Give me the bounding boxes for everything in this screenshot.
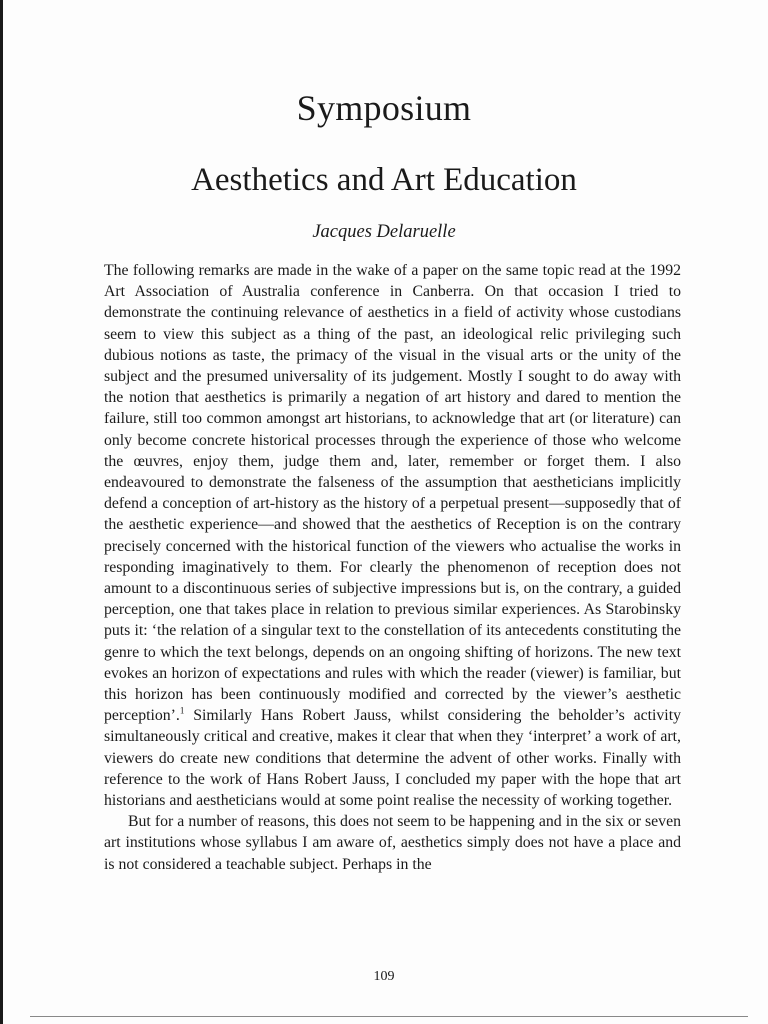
scan-bottom-edge bbox=[30, 1016, 748, 1017]
body-paragraph bbox=[104, 260, 681, 811]
section-title: Symposium bbox=[296, 88, 472, 128]
body-paragraph: But for a number of reasons, this does not seem to be happening and in the six or seven art institutions whose syllabus I am aware of, aesthetics simply does not have a place and is not considered a teachable subject. Perhaps in the bbox=[104, 813, 681, 873]
page-number: 109 bbox=[373, 969, 395, 984]
article-body bbox=[104, 260, 681, 875]
author-name: Jacques Delaruelle bbox=[312, 222, 456, 242]
scan-edge bbox=[0, 0, 3, 1024]
paragraph-text: Similarly Hans Robert Jauss, whilst considering the beholder’s activity simultaneously critical and creative, makes it clear that when they ‘interpret’ a work of art, viewers do create new conditions that determine the advent of other works. Finally with reference to the work of Hans Robert Jauss, I concluded my paper with the hope that art historians and aestheticians would at some point realise the necessity of working together. bbox=[104, 707, 681, 810]
footnote-marker[interactable]: 1 bbox=[179, 706, 185, 716]
paragraph-text: The following remarks are made in the wake of a paper on the same topic read at the 1992 Art Association of Australia conference in Canberra. On that occasion I tried to demonstrate the continuing relevance of aesthetics in a field of activity whose custodians seem to view this subject as a thing of the past, an ideological relic privileging such dubious notions as taste, the primacy of the visual in the visual arts or the unity of the subject and the presumed universality of its judgement. Mostly I sought to do away with the notion that aesthetics is primarily a negation of art history and dared to mention the failure, still too common amongst art historians, to acknowledge that art (or literature) can only become concrete historical processes through the experience of those who welcome the œuvres, enjoy them, judge them and, later, remember or forget them. I also endeavoured to demonstrate the falseness of the assumption that aestheticians implicitly defend a conception of art-history as the history of a perpetual present—supposedly that of the aesthetic experience—and showed that the aesthetics of Reception is on the contrary precisely concerned with the historical function of the viewers who actualise the works in responding imaginatively to them. For clearly the phenomenon of reception does not amount to a discontinuous series of subjective impressions but is, on the contrary, a guided perception, one that takes place in relation to previous similar experiences. As Starobinsky puts it: ‘the relation of a singular text to the constellation of its antecedents constituting the genre to which the text belongs, depends on an ongoing shifting of horizons. The new text evokes an horizon of expectations and rules with which the reader (viewer) is familiar, but this horizon has been continuously modified and corrected by the viewer’s aesthetic perception’. bbox=[104, 262, 681, 725]
article-title: Aesthetics and Art Education bbox=[191, 162, 577, 198]
